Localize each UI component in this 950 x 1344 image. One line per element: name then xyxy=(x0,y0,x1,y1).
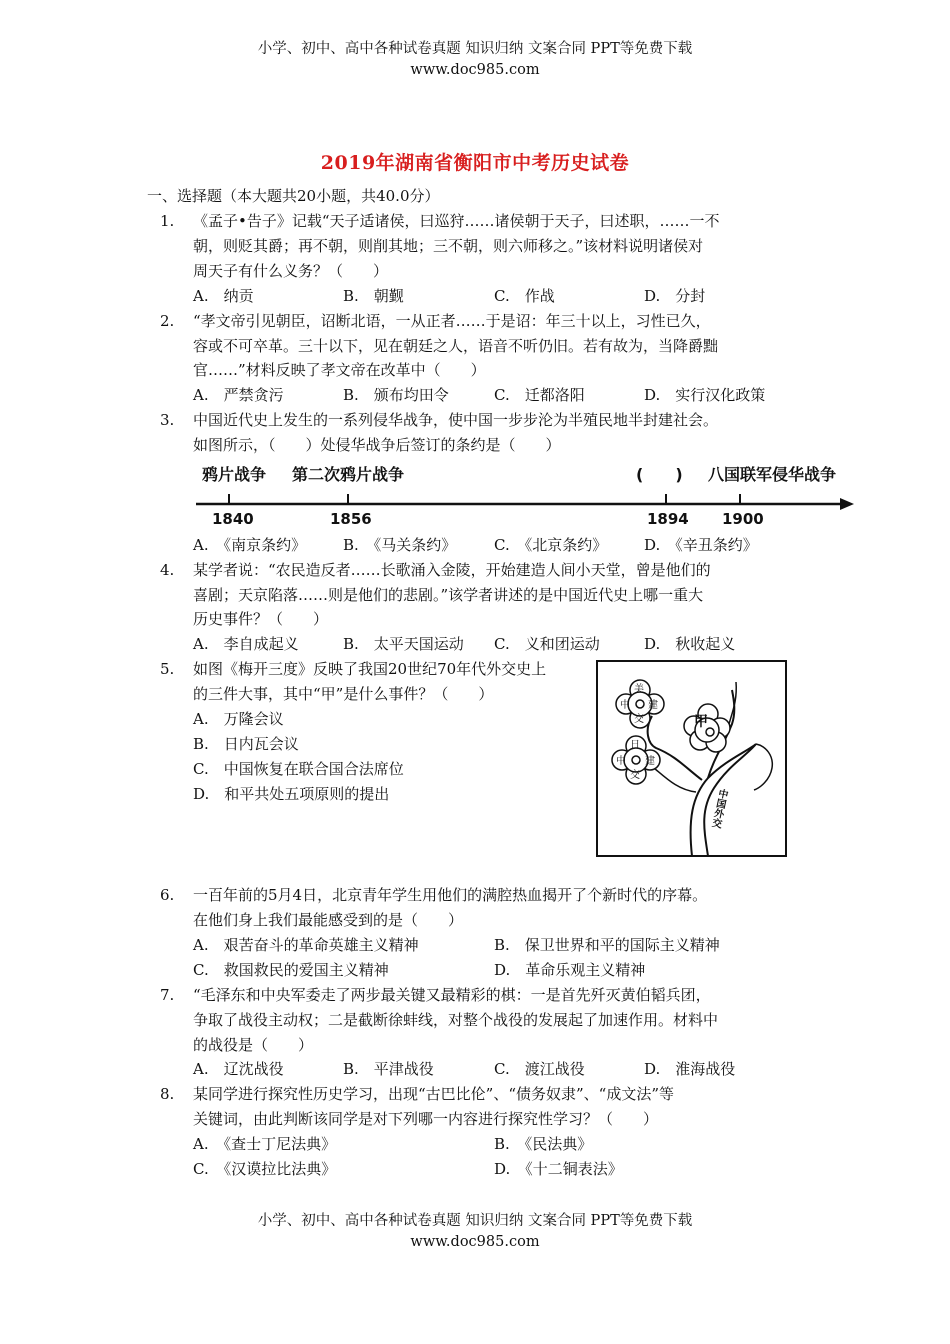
timeline-arrow xyxy=(840,498,854,510)
option-b[interactable]: B. 太平天国运动 xyxy=(343,635,464,653)
option-a[interactable]: A. 《南京条约》 xyxy=(193,536,307,554)
question-text: 周天子有什么义务？（ ） xyxy=(193,262,389,280)
question-text: 历史事件？（ ） xyxy=(193,610,329,628)
question-number: 8. xyxy=(160,1085,175,1103)
option-d[interactable]: D. 《辛丑条约》 xyxy=(644,536,758,554)
question-text: 的三件大事，其中“甲”是什么事件？（ ） xyxy=(193,685,494,703)
option-b[interactable]: B. 《马关条约》 xyxy=(343,536,457,554)
option-a[interactable]: A. 严禁贪污 xyxy=(193,386,284,404)
blossom-bottom-label: 建 xyxy=(645,756,655,767)
option-a[interactable]: A. 纳贡 xyxy=(193,287,254,305)
option-d[interactable]: D. 《十二铜表法》 xyxy=(494,1160,623,1178)
timeline-year: 1856 xyxy=(330,510,372,528)
question-text: 在他们身上我们最能感受到的是（ ） xyxy=(193,911,464,929)
option-b[interactable]: B. 朝觐 xyxy=(343,287,404,305)
question-text: 中国近代史上发生的一系列侵华战争，使中国一步步沦为半殖民地半封建社会。 xyxy=(193,411,719,429)
header-url: www.doc985.com xyxy=(410,62,540,78)
question-text: “孝文帝引见朝臣，诏断北语，一从正者……于是诏：年三十以上，习性已久， xyxy=(193,312,711,330)
question-number: 2. xyxy=(160,312,175,330)
option-d[interactable]: D. 革命乐观主义精神 xyxy=(494,961,646,979)
option-c[interactable]: C. 《汉谟拉比法典》 xyxy=(193,1160,337,1178)
question-text: 如图《梅开三度》反映了我国20世纪70年代外交史上 xyxy=(193,660,547,678)
blossom-top-label: 交 xyxy=(634,714,644,725)
question-number: 6. xyxy=(160,886,175,904)
option-b[interactable]: B. 保卫世界和平的国际主义精神 xyxy=(494,936,720,954)
option-c[interactable]: C. 义和团运动 xyxy=(494,635,600,653)
blossom-top-label: 美 xyxy=(634,684,644,695)
question-text: 的战役是（ ） xyxy=(193,1036,314,1054)
footer-url: www.doc985.com xyxy=(410,1234,540,1250)
question-text: “毛泽东和中央军委走了两步最关键又最精彩的棋：一是首先歼灭黄伯韬兵团， xyxy=(193,986,711,1004)
question-number: 4. xyxy=(160,561,175,579)
option-c[interactable]: C. 渡江战役 xyxy=(494,1060,585,1078)
question-number: 3. xyxy=(160,411,175,429)
option-d[interactable]: D. 分封 xyxy=(644,287,706,305)
blossom-bottom-label: 中 xyxy=(616,756,626,767)
option-a[interactable]: A. 万隆会议 xyxy=(193,710,284,728)
question-text: 喜剧；天京陷落……则是他们的悲剧。”该学者讲述的是中国近代史上哪一重大 xyxy=(193,586,704,604)
footer-banner: 小学、初中、高中各种试卷真题 知识归纳 文案合同 PPT等免费下载 xyxy=(257,1213,693,1229)
option-a[interactable]: A. 《查士丁尼法典》 xyxy=(193,1135,337,1153)
question-number: 5. xyxy=(160,660,175,678)
blossom-top-label: 建 xyxy=(648,700,658,711)
question-number: 1. xyxy=(160,212,175,230)
question-text: 如图所示，（ ）处侵华战争后签订的条约是（ ） xyxy=(193,436,561,454)
option-c[interactable]: C. 救国救民的爱国主义精神 xyxy=(193,961,389,979)
header-banner: 小学、初中、高中各种试卷真题 知识归纳 文案合同 PPT等免费下载 xyxy=(257,41,693,57)
option-d[interactable]: D. 实行汉化政策 xyxy=(644,386,766,404)
blossom-bottom-label: 交 xyxy=(630,770,640,781)
trunk-label: 中国外交 xyxy=(708,787,728,829)
option-d[interactable]: D. 淮海战役 xyxy=(644,1060,736,1078)
option-a[interactable]: A. 李自成起义 xyxy=(193,635,299,653)
plum-blossom-figure xyxy=(596,660,788,858)
question-text: 关键词，由此判断该同学是对下列哪一内容进行探究性学习？（ ） xyxy=(193,1110,659,1128)
timeline-year: 1900 xyxy=(722,510,764,528)
option-b[interactable]: B. 《民法典》 xyxy=(494,1135,593,1153)
timeline-event: 八国联军侵华战争 xyxy=(708,465,837,484)
question-text: 《孟子•告子》记载“天子适诸侯，曰巡狩……诸侯朝于天子，曰述职，……一不 xyxy=(193,212,720,230)
question-text: 某学者说：“农民造反者……长歌涌入金陵，开始建造人间小天堂，曾是他们的 xyxy=(193,561,711,579)
blossom-top-label: 中 xyxy=(620,700,630,711)
option-b[interactable]: B. 颁布均田令 xyxy=(343,386,449,404)
blossom-main-label: 甲 xyxy=(694,714,708,730)
option-d[interactable]: D. 和平共处五项原则的提出 xyxy=(193,785,390,803)
option-d[interactable]: D. 秋收起义 xyxy=(644,635,736,653)
option-b[interactable]: B. 平津战役 xyxy=(343,1060,434,1078)
question-text: 容或不可卒革。三十以下，见在朝廷之人，语音不听仍旧。若有故为，当降爵黜 xyxy=(193,337,719,355)
blossom-bottom-label: 日 xyxy=(630,740,640,751)
option-c[interactable]: C. 作战 xyxy=(494,287,555,305)
option-c[interactable]: C. 《北京条约》 xyxy=(494,536,608,554)
question-text: 一百年前的5月4日，北京青年学生用他们的满腔热血揭开了个新时代的序幕。 xyxy=(193,886,708,904)
question-text: 朝，则贬其爵；再不朝，则削其地；三不朝，则六师移之。”该材料说明诸侯对 xyxy=(193,237,704,255)
option-b[interactable]: B. 日内瓦会议 xyxy=(193,735,299,753)
timeline-event: 第二次鸦片战争 xyxy=(292,465,405,484)
option-c[interactable]: C. 迁都洛阳 xyxy=(494,386,585,404)
question-text: 某同学进行探究性历史学习，出现“古巴比伦”、“债务奴隶”、“成文法”等 xyxy=(193,1085,675,1103)
section-heading: 一、选择题（本大题共20小题，共40.0分） xyxy=(147,187,440,205)
question-text: 争取了战役主动权；二是截断徐蚌线，对整个战役的发展起了加速作用。材料中 xyxy=(193,1011,719,1029)
question-text: 官……”材料反映了孝文帝在改革中（ ） xyxy=(193,361,486,379)
timeline-figure xyxy=(190,458,858,530)
timeline-year: 1894 xyxy=(647,510,689,528)
timeline-event: 鸦片战争 xyxy=(202,465,267,484)
option-a[interactable]: A. 艰苦奋斗的革命英雄主义精神 xyxy=(193,936,419,954)
page-title: 2019年湖南省衡阳市中考历史试卷 xyxy=(320,152,630,174)
timeline-event: ( ) xyxy=(636,465,683,484)
option-c[interactable]: C. 中国恢复在联合国合法席位 xyxy=(193,760,404,778)
question-number: 7. xyxy=(160,986,175,1004)
timeline-year: 1840 xyxy=(212,510,254,528)
option-a[interactable]: A. 辽沈战役 xyxy=(193,1060,284,1078)
